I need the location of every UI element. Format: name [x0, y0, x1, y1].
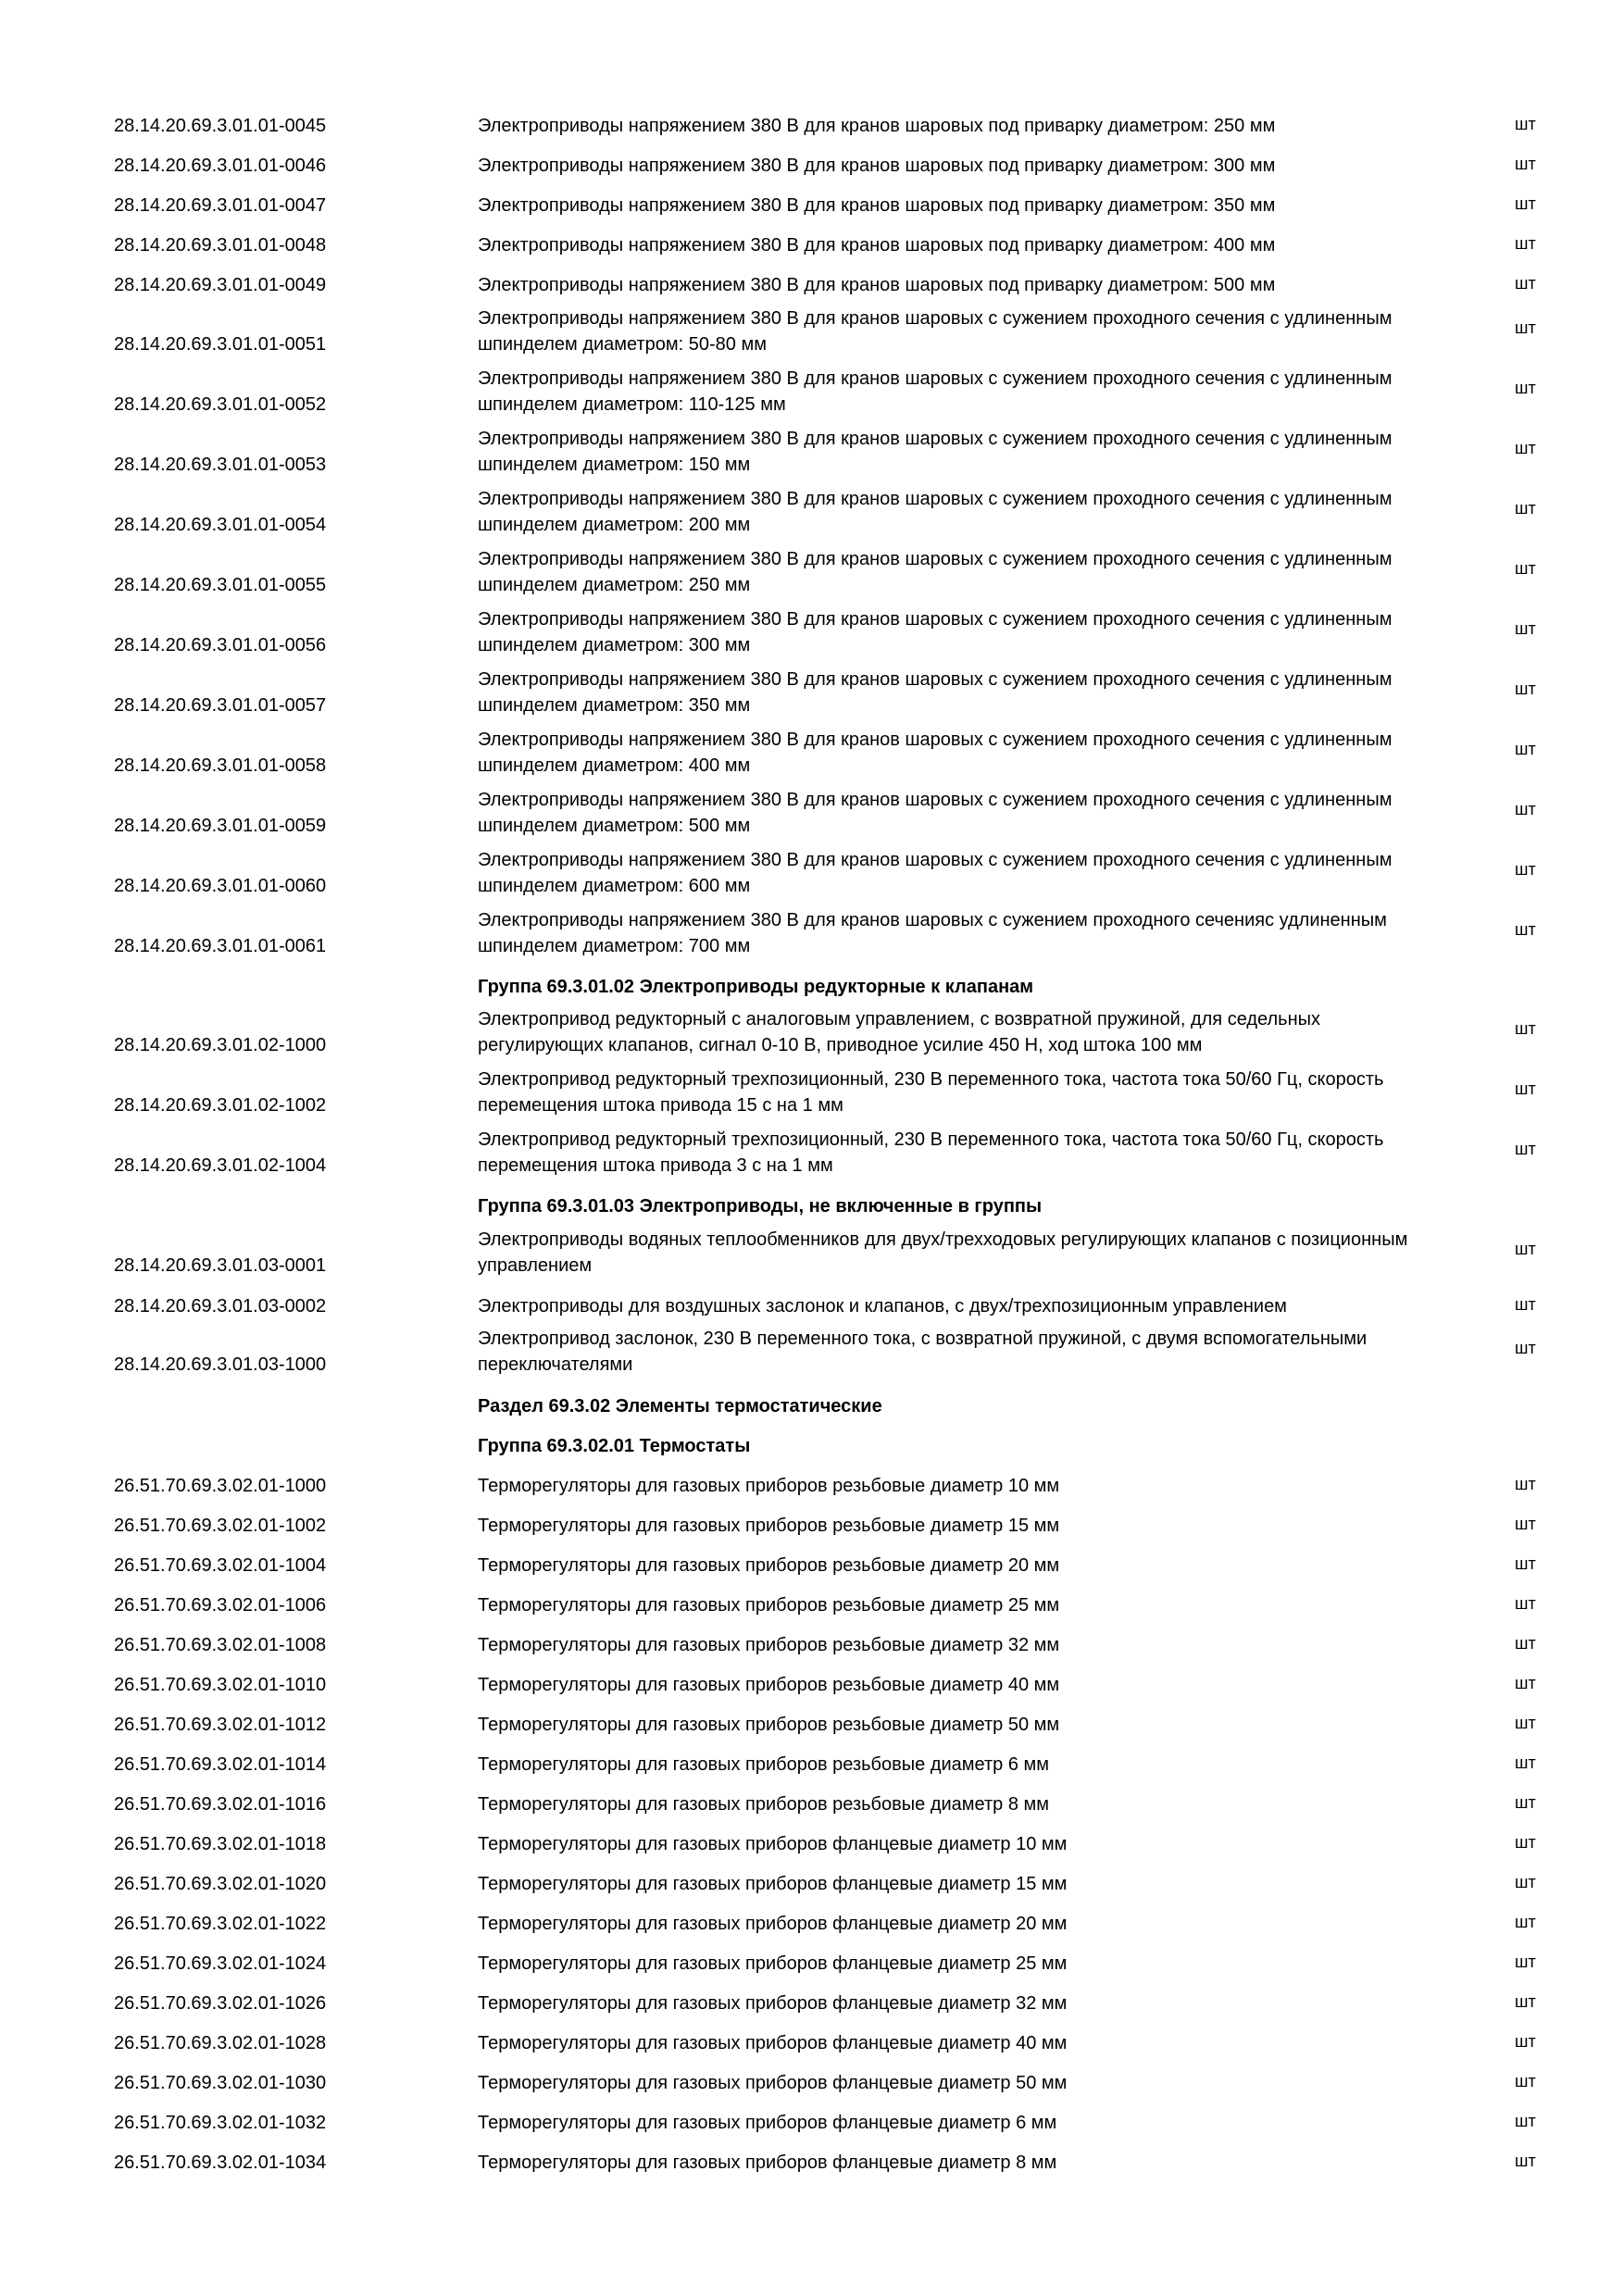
- row-name: Электроприводы для воздушных заслонок и клапанов, с двух/трехпозиционным управлением: [478, 1296, 1287, 1316]
- row-unit: шт: [1515, 740, 1536, 758]
- row-code: 26.51.70.69.3.02.01-1016: [114, 1794, 327, 1815]
- row-unit: шт: [1515, 2112, 1536, 2130]
- row-code: 26.51.70.69.3.02.01-1018: [114, 1834, 327, 1854]
- row-unit: шт: [1515, 1634, 1536, 1653]
- row-unit: шт: [1515, 379, 1536, 397]
- row-code: 28.14.20.69.3.01.03-0001: [114, 1255, 327, 1276]
- row-code: 26.51.70.69.3.02.01-1006: [114, 1595, 327, 1616]
- row-name: Терморегуляторы для газовых приборов фланцевые диаметр 25 мм: [478, 1953, 1068, 1974]
- row-name: Терморегуляторы для газовых приборов фланцевые диаметр 40 мм: [478, 2033, 1068, 2053]
- row-unit: шт: [1515, 680, 1536, 698]
- row-unit: шт: [1515, 1873, 1536, 1891]
- row-unit: шт: [1515, 619, 1536, 638]
- row-unit: шт: [1515, 1674, 1536, 1692]
- row-unit: шт: [1515, 1793, 1536, 1812]
- row-unit: шт: [1515, 274, 1536, 293]
- row-name: Терморегуляторы для газовых приборов резьбовые диаметр 50 мм: [478, 1715, 1060, 1735]
- heading-title: Раздел 69.3.02 Элементы термостатические: [478, 1396, 882, 1416]
- row-code: 26.51.70.69.3.02.01-1000: [114, 1476, 327, 1496]
- row-unit: шт: [1515, 860, 1536, 879]
- row-name: Электроприводы напряжением 380 В для кранов шаровых с сужением проходного сечения с удлиненным шпинделем диаметром: 350 мм: [478, 669, 1393, 716]
- row-name: Терморегуляторы для газовых приборов фланцевые диаметр 10 мм: [478, 1834, 1068, 1854]
- row-name: Электроприводы напряжением 380 В для кранов шаровых под приварку диаметром: 250 мм: [478, 116, 1276, 136]
- row-name: Электроприводы напряжением 380 В для кранов шаровых с сужением проходного сечения с удлиненным шпинделем диаметром: 150 мм: [478, 429, 1393, 475]
- row-unit: шт: [1515, 1475, 1536, 1493]
- row-unit: шт: [1515, 1240, 1536, 1258]
- row-code: 28.14.20.69.3.01.01-0053: [114, 455, 327, 475]
- row-name: Электроприводы напряжением 380 В для кранов шаровых под приварку диаметром: 400 мм: [478, 235, 1276, 256]
- row-name: Электроприводы напряжением 380 В для кранов шаровых с сужением проходного сечения с удлиненным шпинделем диаметром: 250 мм: [478, 549, 1393, 595]
- row-unit: шт: [1515, 155, 1536, 173]
- row-unit: шт: [1515, 2072, 1536, 2090]
- row-name: Терморегуляторы для газовых приборов фланцевые диаметр 6 мм: [478, 2113, 1057, 2133]
- row-name: Терморегуляторы для газовых приборов фланцевые диаметр 50 мм: [478, 2073, 1068, 2093]
- row-code: 28.14.20.69.3.01.02-1004: [114, 1155, 327, 1176]
- row-unit: шт: [1515, 1515, 1536, 1533]
- row-unit: шт: [1515, 2032, 1536, 2051]
- row-code: 28.14.20.69.3.01.01-0047: [114, 195, 327, 216]
- row-unit: шт: [1515, 800, 1536, 818]
- row-code: 28.14.20.69.3.01.01-0061: [114, 936, 327, 956]
- row-name: Электроприводы водяных теплообменников для двух/трехходовых регулирующих клапанов с позиционным управлением: [478, 1229, 1408, 1276]
- row-unit: шт: [1515, 234, 1536, 253]
- row-name: Терморегуляторы для газовых приборов резьбовые диаметр 20 мм: [478, 1555, 1060, 1576]
- row-name: Терморегуляторы для газовых приборов фланцевые диаметр 15 мм: [478, 1874, 1068, 1894]
- row-code: 26.51.70.69.3.02.01-1032: [114, 2113, 327, 2133]
- row-name: Терморегуляторы для газовых приборов резьбовые диаметр 6 мм: [478, 1754, 1050, 1775]
- row-unit: шт: [1515, 1140, 1536, 1158]
- row-unit: шт: [1515, 1913, 1536, 1931]
- row-unit: шт: [1515, 194, 1536, 213]
- row-code: 26.51.70.69.3.02.01-1010: [114, 1675, 327, 1695]
- row-code: 28.14.20.69.3.01.01-0049: [114, 275, 327, 295]
- row-unit: шт: [1515, 1554, 1536, 1573]
- row-unit: шт: [1515, 1714, 1536, 1732]
- row-name: Электроприводы напряжением 380 В для кранов шаровых под приварку диаметром: 300 мм: [478, 156, 1276, 176]
- row-name: Электроприводы напряжением 380 В для кранов шаровых с сужением проходного сечения с удлиненным шпинделем диаметром: 50-80 мм: [478, 308, 1393, 355]
- row-code: 26.51.70.69.3.02.01-1030: [114, 2073, 327, 2093]
- row-unit: шт: [1515, 1019, 1536, 1038]
- row-code: 26.51.70.69.3.02.01-1014: [114, 1754, 327, 1775]
- row-code: 28.14.20.69.3.01.01-0060: [114, 876, 327, 896]
- row-name: Электроприводы напряжением 380 В для кранов шаровых под приварку диаметром: 350 мм: [478, 195, 1276, 216]
- row-code: 26.51.70.69.3.02.01-1020: [114, 1874, 327, 1894]
- row-code: 28.14.20.69.3.01.01-0046: [114, 156, 327, 176]
- heading-title: Группа 69.3.01.02 Электроприводы редукторные к клапанам: [478, 977, 1034, 997]
- row-name: Электроприводы напряжением 380 В для кранов шаровых с сужением проходного сечения с удлиненным шпинделем диаметром: 500 мм: [478, 790, 1393, 836]
- row-code: 26.51.70.69.3.02.01-1002: [114, 1516, 327, 1536]
- row-name: Терморегуляторы для газовых приборов фланцевые диаметр 32 мм: [478, 1993, 1068, 2014]
- row-code: 26.51.70.69.3.02.01-1028: [114, 2033, 327, 2053]
- row-name: Электропривод редукторный с аналоговым управлением, с возвратной пружиной, для седельных регулирующих клапанов, сигнал 0-10 В, приводное усилие 450 Н, ход штока 100 мм: [478, 1009, 1321, 1055]
- row-code: 28.14.20.69.3.01.01-0052: [114, 394, 327, 415]
- row-name: Терморегуляторы для газовых приборов фланцевые диаметр 20 мм: [478, 1914, 1068, 1934]
- row-unit: шт: [1515, 2152, 1536, 2170]
- row-unit: шт: [1515, 1833, 1536, 1852]
- row-code: 28.14.20.69.3.01.02-1000: [114, 1035, 327, 1055]
- row-unit: шт: [1515, 1753, 1536, 1772]
- row-code: 26.51.70.69.3.02.01-1008: [114, 1635, 327, 1655]
- row-name: Электроприводы напряжением 380 В для кранов шаровых под приварку диаметром: 500 мм: [478, 275, 1276, 295]
- row-name: Терморегуляторы для газовых приборов резьбовые диаметр 15 мм: [478, 1516, 1060, 1536]
- row-unit: шт: [1515, 1953, 1536, 1971]
- row-unit: шт: [1515, 439, 1536, 457]
- row-code: 26.51.70.69.3.02.01-1034: [114, 2152, 327, 2173]
- row-code: 26.51.70.69.3.02.01-1024: [114, 1953, 327, 1974]
- row-name: Электропривод заслонок, 230 В переменного тока, с возвратной пружиной, с двумя вспомогательными переключателями: [478, 1329, 1368, 1375]
- row-name: Терморегуляторы для газовых приборов резьбовые диаметр 10 мм: [478, 1476, 1060, 1496]
- row-code: 28.14.20.69.3.01.02-1002: [114, 1095, 327, 1116]
- row-name: Электроприводы напряжением 380 В для кранов шаровых с сужением проходного сечения с удлиненным шпинделем диаметром: 600 мм: [478, 850, 1393, 896]
- row-code: 26.51.70.69.3.02.01-1004: [114, 1555, 327, 1576]
- row-unit: шт: [1515, 559, 1536, 578]
- row-name: Терморегуляторы для газовых приборов резьбовые диаметр 40 мм: [478, 1675, 1060, 1695]
- row-code: 28.14.20.69.3.01.01-0057: [114, 695, 327, 716]
- row-unit: шт: [1515, 499, 1536, 518]
- row-code: 28.14.20.69.3.01.01-0055: [114, 575, 327, 595]
- row-name: Терморегуляторы для газовых приборов резьбовые диаметр 25 мм: [478, 1595, 1060, 1616]
- row-code: 26.51.70.69.3.02.01-1026: [114, 1993, 327, 2014]
- row-code: 28.14.20.69.3.01.01-0058: [114, 755, 327, 776]
- row-name: Электроприводы напряжением 380 В для кранов шаровых с сужением проходного сечения с удлиненным шпинделем диаметром: 200 мм: [478, 489, 1393, 535]
- heading-title: Группа 69.3.02.01 Термостаты: [478, 1436, 751, 1456]
- row-code: 28.14.20.69.3.01.01-0056: [114, 635, 327, 655]
- row-code: 28.14.20.69.3.01.03-0002: [114, 1296, 327, 1316]
- row-name: Электроприводы напряжением 380 В для кранов шаровых с сужением проходного сечения с удлиненным шпинделем диаметром: 300 мм: [478, 609, 1393, 655]
- row-code: 26.51.70.69.3.02.01-1022: [114, 1914, 327, 1934]
- row-name: Электроприводы напряжением 380 В для кранов шаровых с сужением проходного сеченияс удлиненным шпинделем диаметром: 700 мм: [478, 910, 1387, 956]
- row-unit: шт: [1515, 115, 1536, 133]
- row-name: Терморегуляторы для газовых приборов резьбовые диаметр 32 мм: [478, 1635, 1060, 1655]
- row-unit: шт: [1515, 1339, 1536, 1357]
- row-name: Электроприводы напряжением 380 В для кранов шаровых с сужением проходного сечения с удлиненным шпинделем диаметром: 110-125 мм: [478, 368, 1393, 415]
- row-code: 28.14.20.69.3.01.01-0051: [114, 334, 327, 355]
- heading-title: Группа 69.3.01.03 Электроприводы, не включенные в группы: [478, 1196, 1043, 1217]
- row-unit: шт: [1515, 920, 1536, 939]
- row-name: Электропривод редукторный трехпозиционный, 230 В переменного тока, частота тока 50/60 Гц, скорость перемещения штока привода 15 с на 1 мм: [478, 1069, 1384, 1116]
- row-unit: шт: [1515, 318, 1536, 337]
- row-code: 28.14.20.69.3.01.01-0054: [114, 515, 327, 535]
- row-name: Терморегуляторы для газовых приборов фланцевые диаметр 8 мм: [478, 2152, 1057, 2173]
- row-code: 28.14.20.69.3.01.01-0048: [114, 235, 327, 256]
- row-unit: шт: [1515, 1079, 1536, 1098]
- row-name: Терморегуляторы для газовых приборов резьбовые диаметр 8 мм: [478, 1794, 1050, 1815]
- row-code: 26.51.70.69.3.02.01-1012: [114, 1715, 327, 1735]
- row-unit: шт: [1515, 1295, 1536, 1314]
- row-code: 28.14.20.69.3.01.01-0059: [114, 816, 327, 836]
- row-code: 28.14.20.69.3.01.01-0045: [114, 116, 327, 136]
- row-unit: шт: [1515, 1594, 1536, 1613]
- row-name: Электроприводы напряжением 380 В для кранов шаровых с сужением проходного сечения с удлиненным шпинделем диаметром: 400 мм: [478, 730, 1393, 776]
- row-unit: шт: [1515, 1992, 1536, 2011]
- row-name: Электропривод редукторный трехпозиционный, 230 В переменного тока, частота тока 50/60 Гц, скорость перемещения штока привода 3 с на 1 мм: [478, 1129, 1384, 1176]
- row-code: 28.14.20.69.3.01.03-1000: [114, 1354, 327, 1375]
